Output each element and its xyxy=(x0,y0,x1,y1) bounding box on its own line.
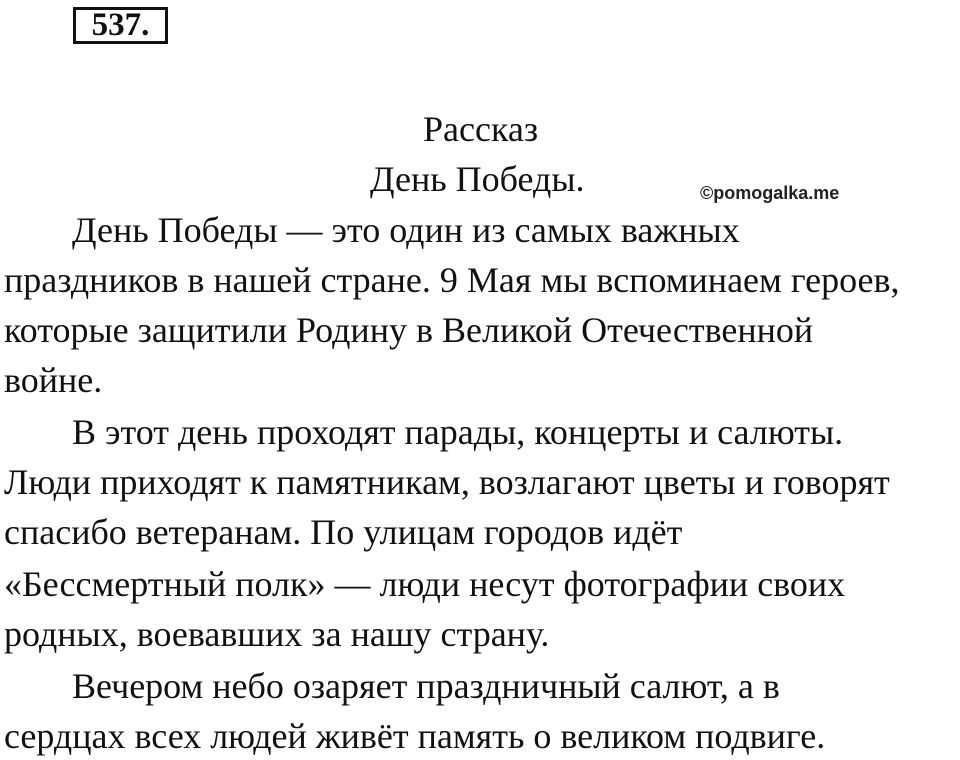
watermark: ©pomogalka.me xyxy=(700,183,840,203)
text-line: праздников в нашей стране. 9 Мая мы вспоминаем героев, xyxy=(4,260,900,300)
text-line: которые защитили Родину в Великой Отечественной xyxy=(4,310,814,350)
text-line: сердцах всех людей живёт память о великом подвиге. xyxy=(4,716,826,756)
text-line: родных, воевавших за нашу страну. xyxy=(4,614,550,654)
genre-label: Рассказ xyxy=(423,109,539,149)
text-line: Люди приходят к памятникам, возлагают цветы и говорят xyxy=(4,462,890,502)
text-line: Вечером небо озаряет праздничный салют, а в xyxy=(72,666,780,706)
text-line: «Бессмертный полк» — люди несут фотографии своих xyxy=(4,564,846,604)
story-title: День Победы. xyxy=(370,159,585,199)
text-line: спасибо ветеранам. По улицам городов идёт xyxy=(4,512,683,552)
text-line: В этот день проходят парады, концерты и салюты. xyxy=(72,412,844,452)
task-number-box: 537. xyxy=(73,7,168,44)
text-line: День Победы — это один из самых важных xyxy=(72,210,740,250)
text-line: войне. xyxy=(4,360,103,400)
